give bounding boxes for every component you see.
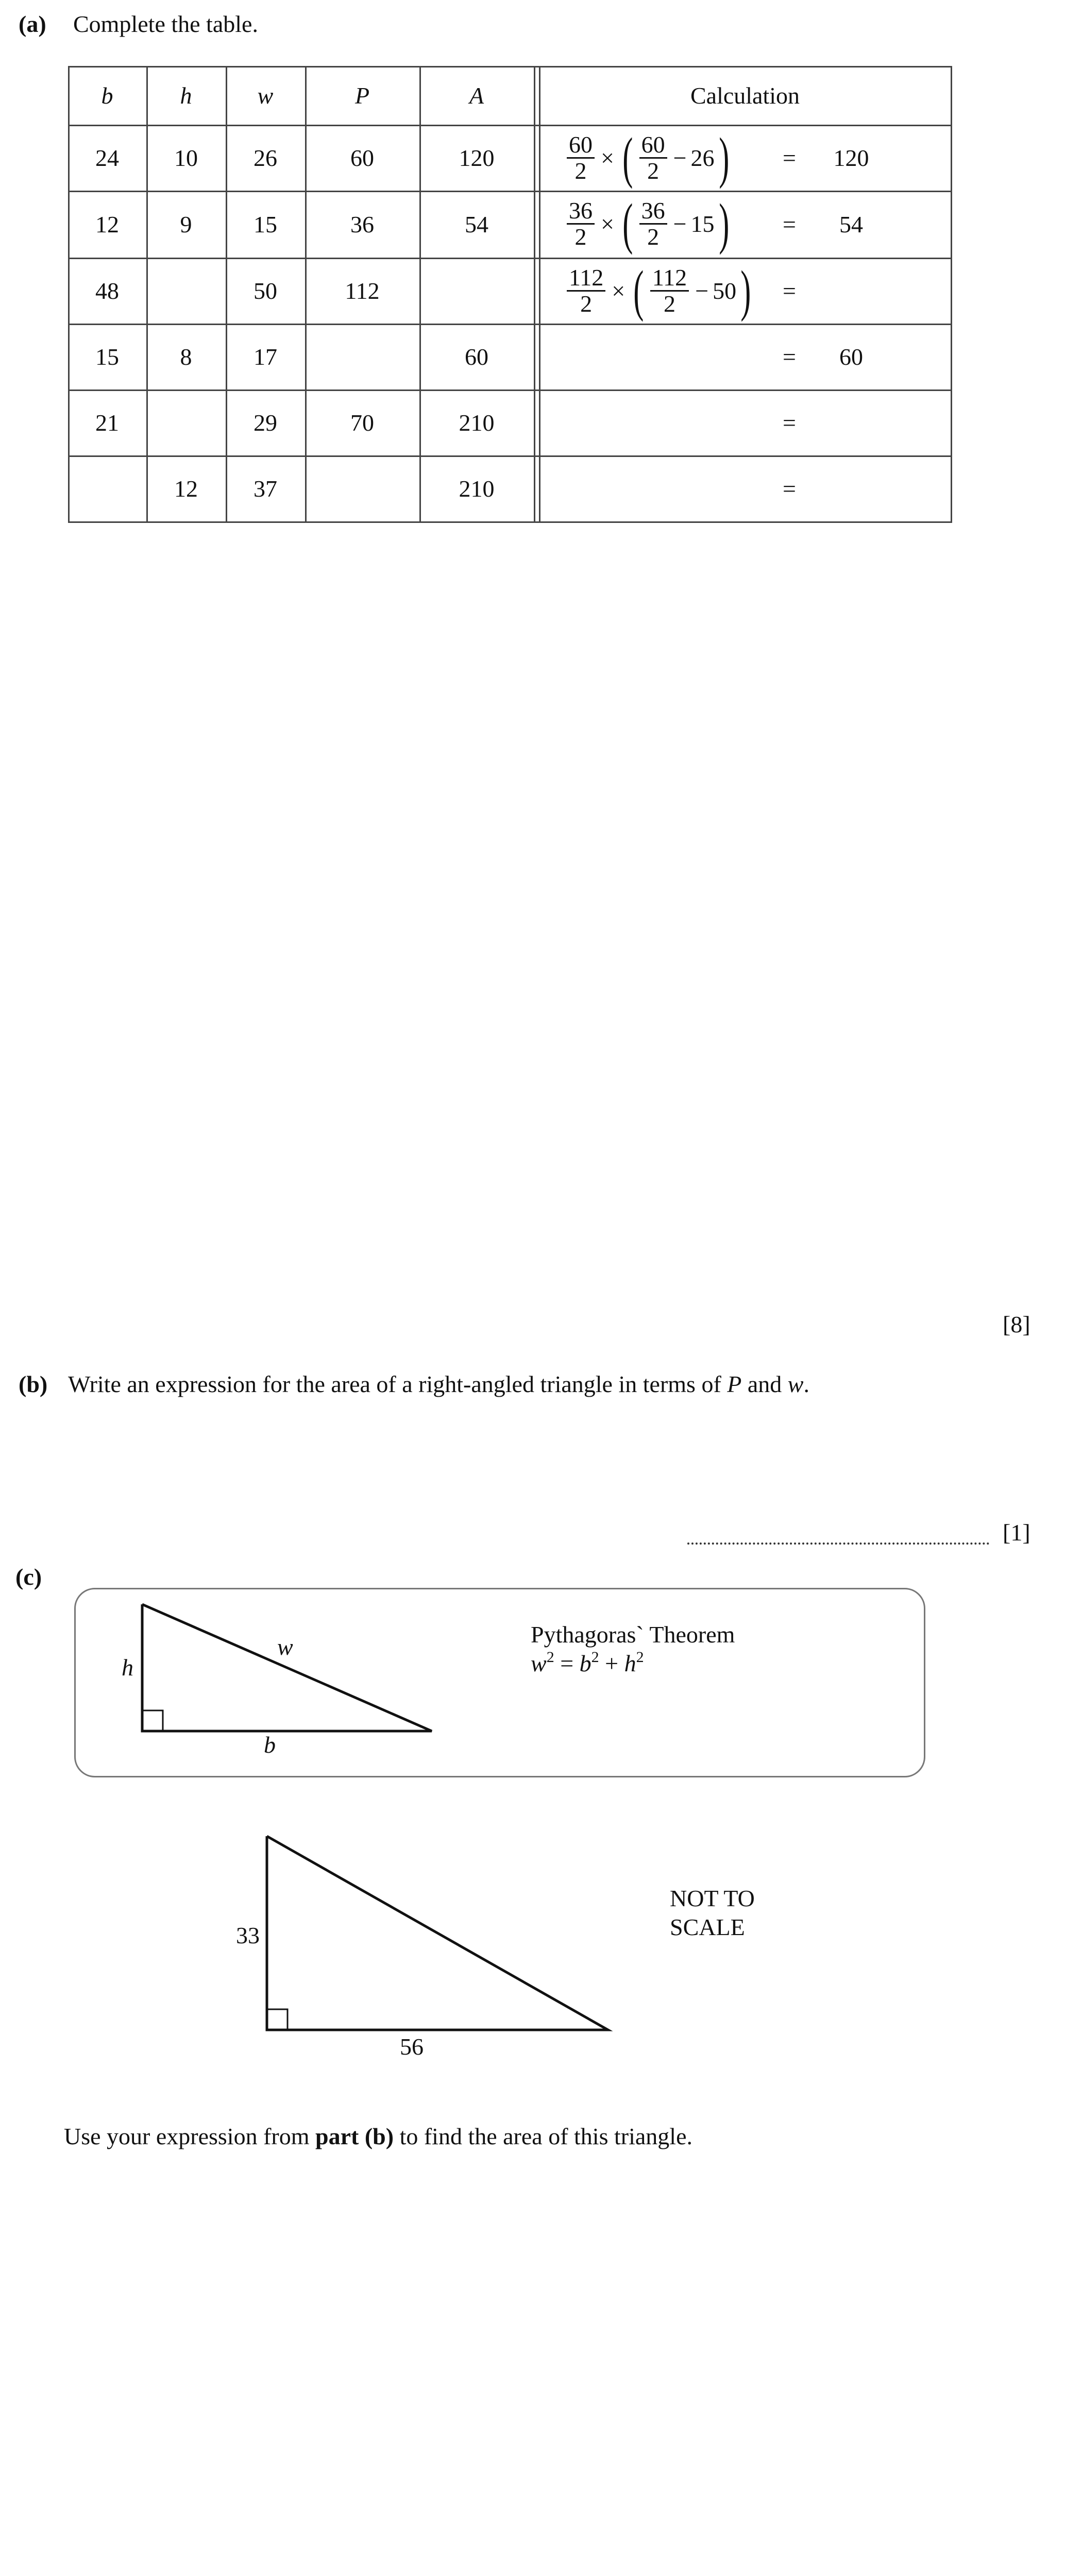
triangle-height-label: 33 bbox=[236, 1922, 260, 1948]
triangle-label-h: h bbox=[122, 1654, 133, 1681]
open-paren: ( bbox=[622, 126, 633, 189]
calc-numerator: 36 bbox=[639, 198, 667, 225]
table-cell: 15 bbox=[95, 343, 119, 370]
calc-denominator: 2 bbox=[647, 223, 660, 250]
table-cell: 120 bbox=[459, 144, 495, 171]
table-cell: 210 bbox=[459, 475, 495, 502]
times-sign: × bbox=[601, 210, 614, 237]
table-cell: 29 bbox=[253, 409, 277, 436]
part-a-label: (a) bbox=[19, 11, 46, 37]
calc-w: 15 bbox=[690, 210, 715, 237]
close-paren: ) bbox=[718, 192, 729, 255]
calc-equals: = bbox=[783, 277, 796, 304]
calc-denominator: 2 bbox=[574, 223, 587, 250]
theorem-exp: 2 bbox=[591, 1649, 599, 1666]
part-c-text-end: to find the area of this triangle. bbox=[394, 2123, 692, 2149]
table-cell: 21 bbox=[95, 409, 119, 436]
part-c-text-start: Use your expression from bbox=[64, 2123, 316, 2149]
right-angle-marker bbox=[142, 1710, 163, 1731]
calc-denominator: 2 bbox=[664, 290, 676, 317]
question-triangle bbox=[0, 1803, 1082, 2061]
theorem-h: h bbox=[624, 1650, 636, 1676]
table-cell: 54 bbox=[465, 211, 488, 238]
calc-result: 120 bbox=[833, 144, 869, 171]
table-cell: 12 bbox=[174, 475, 198, 502]
table-cell: 70 bbox=[350, 409, 374, 436]
table-cell: 10 bbox=[174, 144, 198, 171]
minus-sign: − bbox=[673, 144, 687, 171]
minus-sign: − bbox=[695, 277, 709, 304]
times-sign: × bbox=[612, 277, 625, 304]
calc-w: 26 bbox=[690, 144, 715, 171]
table-cell: 48 bbox=[95, 277, 119, 304]
right-angle-marker bbox=[267, 2009, 288, 2030]
calc-equals: = bbox=[783, 409, 796, 436]
header-w: w bbox=[257, 82, 274, 109]
part-b-marks: [1] bbox=[1003, 1519, 1030, 1546]
calc-denominator: 2 bbox=[574, 157, 587, 184]
open-paren: ( bbox=[633, 259, 644, 322]
close-paren: ) bbox=[740, 259, 751, 322]
triangle-base-label: 56 bbox=[400, 2033, 424, 2060]
var-p: P bbox=[727, 1371, 742, 1397]
calc-numerator: 112 bbox=[650, 265, 689, 292]
var-w: w bbox=[787, 1371, 804, 1397]
part-a-marks: [8] bbox=[1003, 1311, 1030, 1337]
table-cell: 26 bbox=[253, 144, 277, 171]
table-cell: 12 bbox=[95, 211, 119, 238]
theorem-formula bbox=[531, 1650, 644, 1677]
part-b-text-start: Write an expression for the area of a right-angled triangle in terms of bbox=[68, 1371, 728, 1397]
table-cell: 8 bbox=[180, 343, 192, 370]
times-sign: × bbox=[601, 144, 614, 171]
theorem-w: w bbox=[531, 1650, 547, 1676]
theorem-exp: 2 bbox=[546, 1649, 554, 1666]
calc-equals: = bbox=[783, 343, 796, 370]
theorem-b: b bbox=[579, 1650, 591, 1676]
theorem-plus: + bbox=[599, 1650, 624, 1676]
table-cell: 60 bbox=[350, 144, 374, 171]
triangle-label-b: b bbox=[264, 1732, 276, 1758]
theorem-title: Pythagoras` Theorem bbox=[531, 1621, 735, 1648]
table-cell: 17 bbox=[253, 343, 277, 370]
calc-numerator: 60 bbox=[567, 132, 595, 159]
theorem-equals: = bbox=[554, 1650, 580, 1676]
table-cell: 50 bbox=[253, 277, 277, 304]
header-h: h bbox=[180, 82, 192, 109]
header-b: b bbox=[101, 82, 113, 109]
table-cell: 112 bbox=[345, 277, 380, 304]
header-calculation: Calculation bbox=[690, 82, 800, 109]
open-paren: ( bbox=[622, 192, 633, 255]
triangle-label-w: w bbox=[277, 1634, 293, 1660]
table-cell: 9 bbox=[180, 211, 192, 238]
calc-denominator: 2 bbox=[580, 290, 593, 317]
table-cell: 24 bbox=[95, 144, 119, 171]
calc-equals: = bbox=[783, 475, 796, 502]
calc-w: 50 bbox=[713, 277, 737, 304]
table-cell: 37 bbox=[253, 475, 277, 502]
part-a-instruction: Complete the table. bbox=[73, 11, 258, 37]
calc-denominator: 2 bbox=[647, 157, 660, 184]
question-triangle-outline bbox=[267, 1836, 608, 2030]
part-b-text-end: . bbox=[803, 1371, 809, 1397]
header-a: A bbox=[469, 82, 484, 109]
part-c-label: (c) bbox=[15, 1564, 42, 1590]
not-to-scale-line-2: SCALE bbox=[670, 1914, 745, 1940]
table-cell: 60 bbox=[465, 343, 488, 370]
reference-triangle-outline bbox=[142, 1604, 432, 1731]
calc-equals: = bbox=[783, 211, 796, 238]
part-c-text-bold: part (b) bbox=[315, 2123, 394, 2149]
table-cell: 210 bbox=[459, 409, 495, 436]
minus-sign: − bbox=[673, 210, 687, 237]
calc-numerator: 60 bbox=[639, 132, 667, 159]
part-b-label: (b) bbox=[19, 1371, 48, 1397]
table-cell: 36 bbox=[350, 211, 374, 238]
part-c-instruction bbox=[64, 2123, 692, 2150]
calc-equals: = bbox=[783, 144, 796, 171]
not-to-scale-line-1: NOT TO bbox=[670, 1885, 755, 1911]
header-p: P bbox=[354, 82, 370, 109]
close-paren: ) bbox=[718, 126, 729, 189]
calc-result: 60 bbox=[839, 343, 863, 370]
calc-numerator: 36 bbox=[567, 198, 595, 225]
calc-result: 54 bbox=[839, 211, 863, 238]
calc-numerator: 112 bbox=[567, 265, 605, 292]
table-cell: 15 bbox=[253, 211, 277, 238]
theorem-exp: 2 bbox=[636, 1649, 644, 1666]
part-b-text-and: and bbox=[741, 1371, 788, 1397]
